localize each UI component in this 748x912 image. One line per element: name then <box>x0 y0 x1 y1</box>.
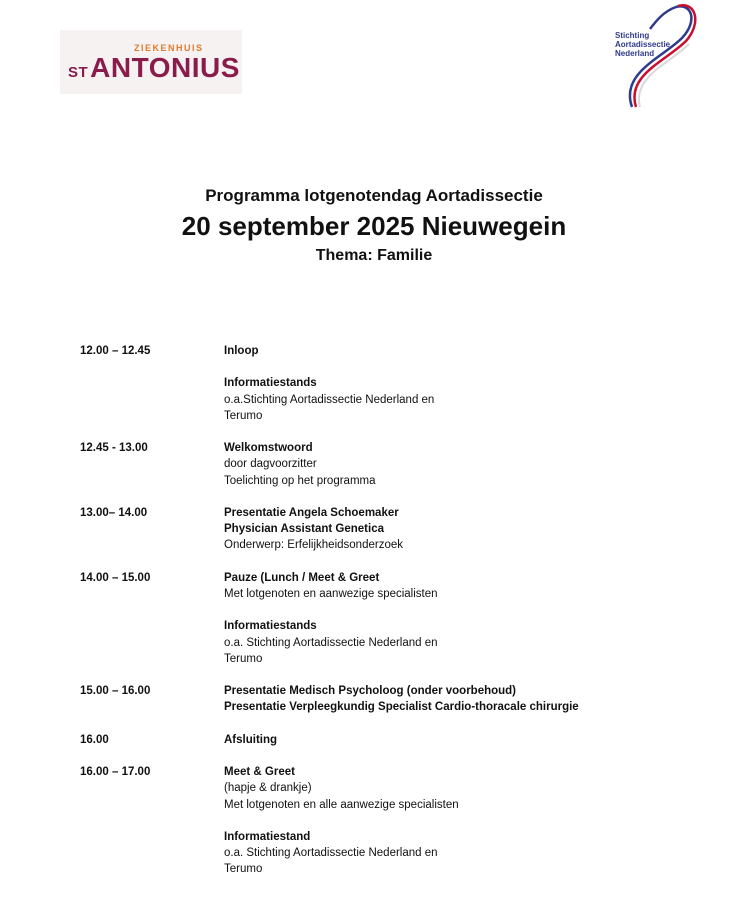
schedule-heading: Informatiestand <box>224 830 311 843</box>
schedule-heading: Presentatie Verpleegkundig Specialist Cardio-thoracale chirurgie <box>224 701 579 714</box>
schedule-heading: Physician Assistant Genetica <box>224 523 385 536</box>
schedule-detail: Onderwerp: Erfelijkheidsonderzoek <box>224 539 403 552</box>
st-antonius-logo <box>60 30 242 94</box>
schedule-row <box>80 570 700 667</box>
schedule-block <box>224 732 700 748</box>
schedule-description <box>224 764 700 877</box>
schedule-row <box>80 732 700 748</box>
schedule-heading: Informatiestands <box>224 620 317 633</box>
schedule-detail: o.a.Stichting Aortadissectie Nederland en <box>224 393 435 406</box>
heart-ribbon-icon <box>612 3 702 113</box>
schedule-time: 12.45 - 13.00 <box>80 442 148 455</box>
schedule-heading: Inloop <box>224 345 259 357</box>
schedule-block <box>224 375 700 424</box>
schedule-heading: Informatiestands <box>224 377 317 390</box>
schedule-detail: Met lotgenoten en alle aanwezige specialisten <box>224 798 459 811</box>
schedule-block <box>224 570 700 602</box>
stichting-aortadissectie-logo <box>612 3 702 113</box>
schedule-block <box>224 764 700 813</box>
schedule-block <box>224 829 700 878</box>
schedule-description <box>224 683 700 715</box>
schedule-block <box>224 343 700 359</box>
event-theme: Thema: Familie <box>315 247 433 264</box>
logo-org-text: Stichting Aortadissectie Nederland <box>615 31 671 58</box>
program-schedule <box>80 343 700 894</box>
schedule-time: 14.00 – 15.00 <box>80 571 151 584</box>
program-title: Programma lotgenotendag Aortadissectie <box>205 186 543 205</box>
schedule-detail: Met lotgenoten en aanwezige specialisten <box>224 587 438 600</box>
schedule-heading: Pauze (Lunch / Meet & Greet <box>224 571 380 584</box>
schedule-description <box>224 505 700 554</box>
schedule-row <box>80 505 700 554</box>
schedule-time: 16.00 – 17.00 <box>80 766 151 779</box>
schedule-time: 13.00– 14.00 <box>80 506 148 519</box>
schedule-detail: Toelichting op het programma <box>224 474 376 487</box>
schedule-time: 16.00 <box>80 733 109 746</box>
schedule-row <box>80 764 700 877</box>
schedule-description <box>224 570 700 667</box>
schedule-detail: Terumo <box>224 863 263 876</box>
schedule-time: 15.00 – 16.00 <box>80 685 151 698</box>
schedule-block <box>224 618 700 667</box>
schedule-description <box>224 440 700 489</box>
schedule-description <box>224 732 700 748</box>
schedule-heading: Meet & Greet <box>224 766 295 779</box>
schedule-row <box>80 440 700 489</box>
schedule-detail: Terumo <box>224 409 263 422</box>
schedule-row <box>80 343 700 424</box>
schedule-heading: Presentatie Angela Schoemaker <box>224 506 399 519</box>
schedule-detail: door dagvoorzitter <box>224 458 317 471</box>
schedule-heading: Welkomstwoord <box>224 442 313 455</box>
schedule-block <box>224 440 700 489</box>
schedule-block <box>224 683 700 715</box>
schedule-description <box>224 343 700 424</box>
schedule-time: 12.00 – 12.45 <box>80 345 151 357</box>
schedule-detail: Terumo <box>224 652 263 665</box>
schedule-detail: o.a. Stichting Aortadissectie Nederland en <box>224 636 438 649</box>
schedule-detail: o.a. Stichting Aortadissectie Nederland en <box>224 847 438 860</box>
schedule-block <box>224 505 700 554</box>
schedule-detail: (hapje & drankje) <box>224 782 312 795</box>
logo-antonius-text <box>68 52 240 84</box>
logo-name-text: ANTONIUS <box>90 52 240 83</box>
schedule-heading: Presentatie Medisch Psycholoog (onder voorbehoud) <box>224 685 517 698</box>
logo-ziekenhuis-text: ZIEKENHUIS <box>134 43 204 53</box>
logo-st-text: ST <box>68 64 89 81</box>
schedule-row <box>80 683 700 715</box>
schedule-heading: Afsluiting <box>224 733 278 746</box>
event-date-place: 20 september 2025 Nieuwegein <box>181 211 567 241</box>
